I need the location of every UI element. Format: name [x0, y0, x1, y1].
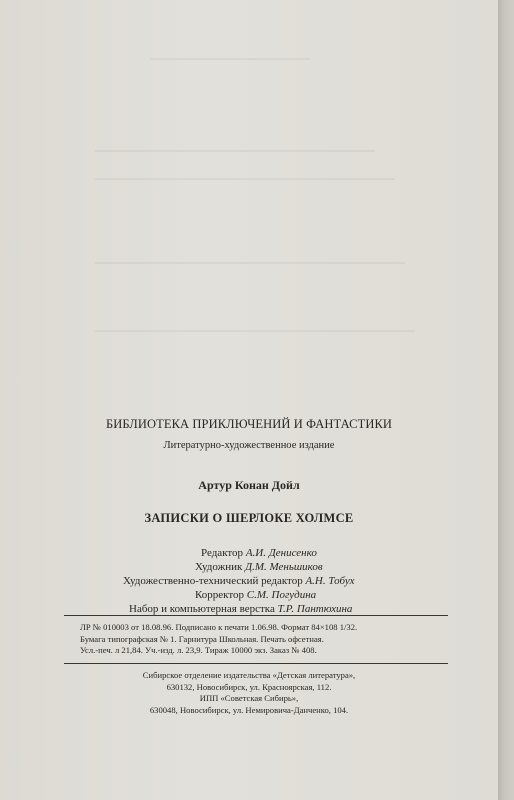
credit-name: Д.М. Меньшиков: [245, 561, 323, 573]
credit-role: Набор и компьютерная верстка: [129, 603, 275, 615]
credits: [105, 546, 465, 616]
book-title: ЗАПИСКИ О ШЕРЛОКЕ ХОЛМСЕ: [144, 511, 354, 525]
divider: [64, 663, 448, 664]
credit-name: А.Н. Тобух: [305, 575, 355, 587]
show-through-line: [95, 150, 375, 152]
show-through-line: [95, 330, 415, 332]
credit-name: С.М. Погудина: [246, 589, 317, 601]
printer-line: 630132, Новосибирск, ул. Красноярская, 112.: [166, 681, 332, 692]
credit-line: [105, 574, 465, 588]
pubinfo-line: Бумага типографская № 1. Гарнитура Школьная. Печать офсетная.: [80, 633, 324, 644]
credit-role: Корректор: [195, 589, 245, 601]
credit-role: Редактор: [201, 547, 244, 559]
printer-line: Сибирское отделение издательства «Детская литература»,: [142, 670, 356, 680]
credit-role: Художественно-технический редактор: [123, 575, 303, 587]
printer-info: [0, 670, 498, 716]
edition-type: Литературно-художественное издание: [163, 440, 335, 451]
credit-line: [105, 560, 465, 574]
credit-name: А.И. Денисенко: [245, 547, 317, 559]
credit-line: [105, 602, 465, 616]
series-title: БИБЛИОТЕКА ПРИКЛЮЧЕНИЙ И ФАНТАСТИКИ: [105, 417, 393, 431]
pubinfo-line: Усл.-печ. л 21,84. Уч.-изд. л. 23,9. Тираж 10000 экз. Заказ № 408.: [80, 645, 317, 655]
page-edge: [498, 0, 514, 800]
credit-name: Т.Р. Пантюхина: [277, 603, 353, 615]
credit-role: Художник: [195, 561, 243, 573]
pubinfo-line: ЛР № 010003 от 18.08.96. Подписано к печати 1.06.98. Формат 84×108 1/32.: [80, 622, 358, 632]
credit-line: [105, 546, 465, 560]
printer-line: ИПП «Советская Сибирь»,: [199, 693, 299, 703]
show-through-line: [95, 262, 405, 264]
publication-info: [80, 622, 460, 657]
divider: [64, 615, 448, 616]
credit-line: [105, 588, 465, 602]
show-through-line: [95, 178, 395, 180]
show-through-line: [150, 58, 310, 60]
author: Артур Конан Дойл: [198, 478, 300, 492]
printer-line: 630048, Новосибирск, ул. Немировича-Данченко, 104.: [149, 704, 349, 715]
